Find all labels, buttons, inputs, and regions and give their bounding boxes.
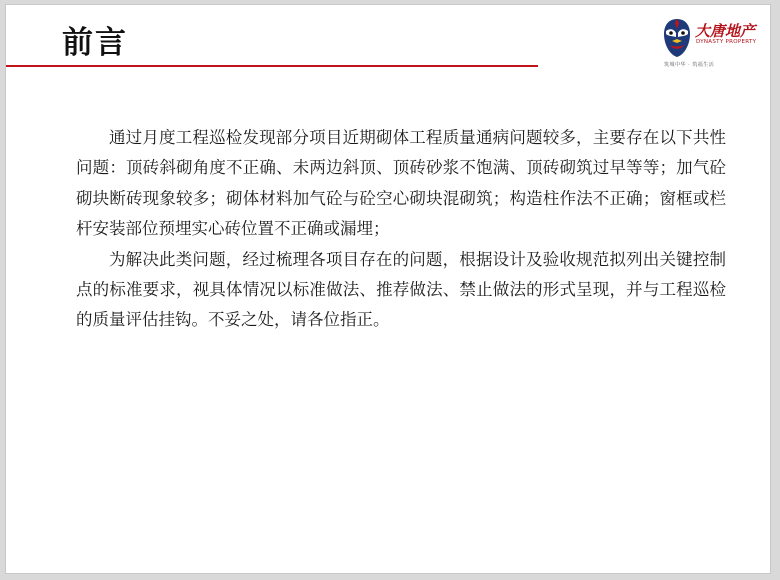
logo-name-cn: 大唐地产 — [695, 22, 756, 40]
title-divider — [6, 65, 538, 67]
paragraph-2: 为解决此类问题，经过梳理各项目存在的问题，根据设计及验收规范拟列出关键控制点的标准要求，视具体情况以标准做法、推荐做法、禁止做法的形式呈现，并与工程巡检的质量评估挂钩。不妥之处，请各位指正。 — [76, 249, 726, 330]
paragraph-1: 通过月度工程巡检发现部分项目近期砌体工程质量通病问题较多，主要存在以下共性问题：顶砖斜砌角度不正确、未两边斜顶、顶砖砂浆不饱满、顶砖砌筑过早等等；加气砼砌块断砖现象较多；砌体材料加气砼与砼空心砌块混砌筑；构造柱作法不正确；窗框或栏杆安装部位预埋实心砖位置不正确或漏埋； — [76, 128, 726, 239]
page-title: 前言 — [62, 25, 128, 61]
company-logo — [662, 17, 766, 68]
logo-name-en: DYNASTY PROPERTY — [696, 39, 757, 45]
opera-mask-icon — [662, 17, 692, 59]
slide — [5, 4, 771, 574]
logo-tagline: 筑城中华 · 筑福生活 — [664, 62, 715, 68]
preface-body — [76, 123, 726, 336]
